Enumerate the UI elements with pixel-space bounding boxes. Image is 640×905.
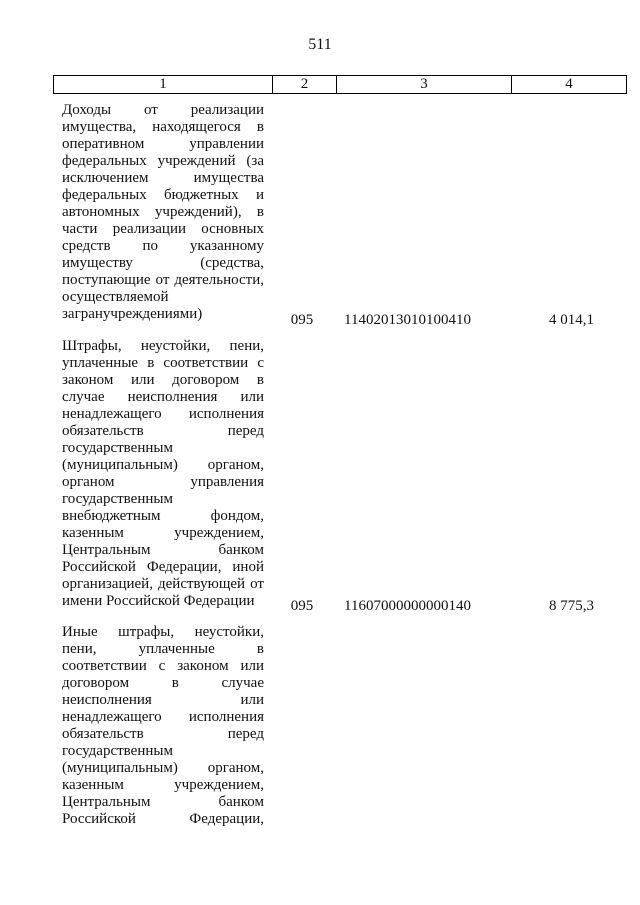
row-description: Доходы от реализации имущества, находящегося в оперативном управлении федеральных учреждений (за исключением имущества федеральных бюджетных и автономных учреждений), в части реализации основных средств по указанному имуществу (средства, поступающие от деятельности, осуществляемой загранучреждениями) [62, 102, 264, 322]
column-header-4: 4 [512, 76, 627, 94]
row-amount: 8 775,3 [549, 598, 594, 614]
row-kbk-code: 11402013010100410 [344, 312, 471, 328]
column-header-table [53, 75, 627, 94]
row-admin-code: 095 [290, 598, 314, 614]
column-header-3: 3 [337, 76, 512, 94]
row-description: Иные штрафы, неустойки, пени, уплаченные в соответствии с законом или договором в случае неисполнения или ненадлежащего исполнения обязательств перед государственным (муниципальным) органом, казенным учреждением, Центральным банком Российской Федерации, [62, 624, 264, 827]
column-header-2: 2 [273, 76, 337, 94]
row-description: Штрафы, неустойки, пени, уплаченные в соответствии с законом или договором в случае неисполнения или ненадлежащего исполнения обязательств перед государственным (муниципальным) органом, органом управления государственным внебюджетным фондом, казенным учреждением, Центральным банком Российской Федерации, иной организацией, действующей от имени Российской Федерации [62, 338, 264, 609]
row-admin-code: 095 [290, 312, 314, 328]
row-kbk-code: 11607000000000140 [344, 598, 471, 614]
column-header-row [54, 76, 627, 94]
page-number: 511 [308, 36, 332, 53]
column-header-1: 1 [54, 76, 273, 94]
row-amount: 4 014,1 [549, 312, 594, 328]
